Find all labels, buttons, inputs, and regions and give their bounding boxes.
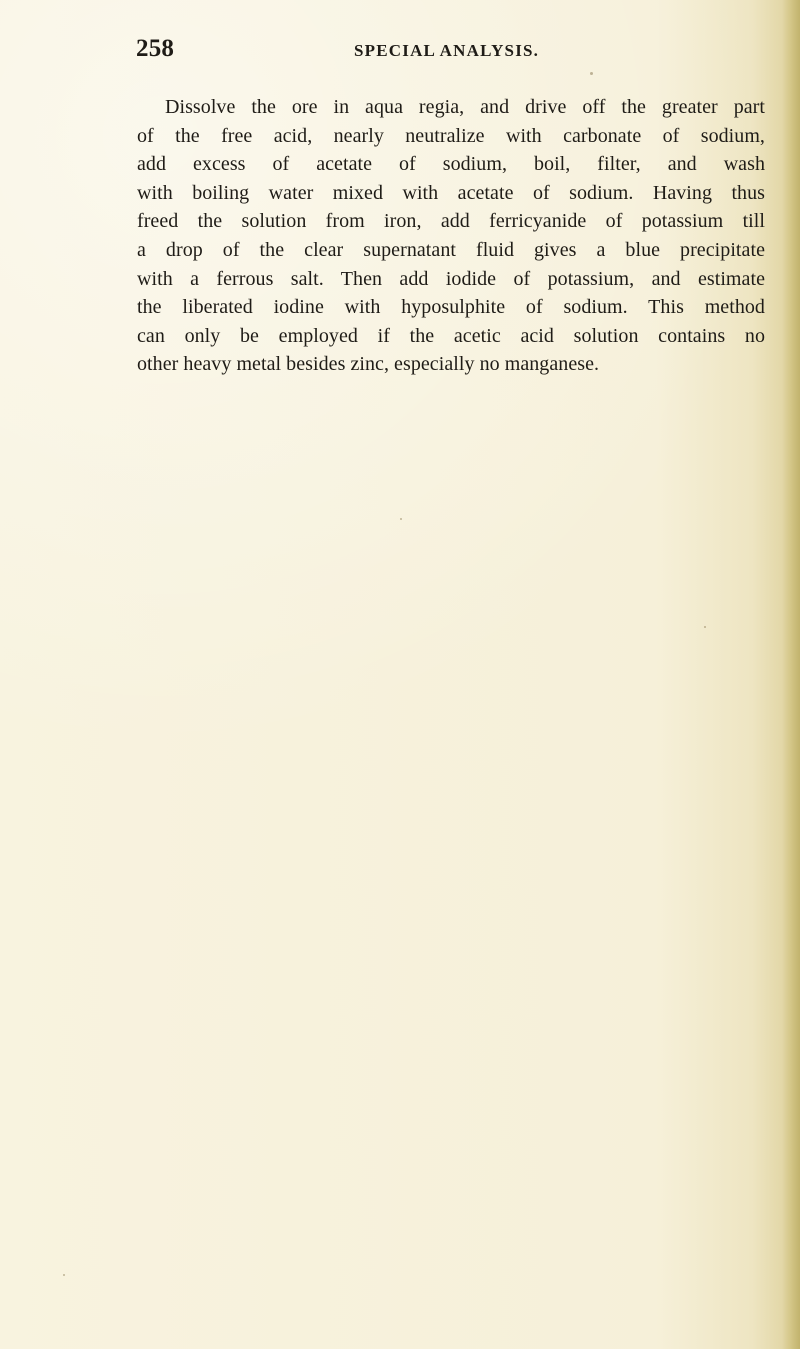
paper-speck <box>590 72 593 75</box>
body-paragraph <box>137 93 765 379</box>
page-header <box>136 32 756 66</box>
paragraph-line: with boiling water mixed with acetate of sodium. Having thus <box>137 181 765 204</box>
paragraph-line: the liberated iodine with hyposulphite of sodium. This method <box>137 296 765 319</box>
page-number: 258 <box>136 35 175 62</box>
paragraph-line: of the free acid, nearly neutralize with carbonate of sodium, <box>137 124 765 147</box>
paragraph-line: a drop of the clear supernatant fluid gives a blue precipitate <box>137 238 765 261</box>
paragraph-line: can only be employed if the acetic acid solution contains no <box>137 324 765 347</box>
paragraph-line: Dissolve the ore in aqua regia, and drive off the greater part <box>165 96 765 118</box>
paragraph-line: other heavy metal besides zinc, especially no manganese. <box>137 353 600 376</box>
paper-speck <box>704 626 706 628</box>
running-head: SPECIAL ANALYSIS. <box>354 41 540 60</box>
paper-speck <box>400 518 402 520</box>
paragraph-line: with a ferrous salt. Then add iodide of potassium, and estimate <box>137 267 765 290</box>
paragraph-line: freed the solution from iron, add ferricyanide of potassium till <box>137 210 765 233</box>
page-edge-shadow <box>782 0 800 1349</box>
paper-speck <box>63 1274 65 1276</box>
paragraph-line: add excess of acetate of sodium, boil, filter, and wash <box>137 153 765 176</box>
